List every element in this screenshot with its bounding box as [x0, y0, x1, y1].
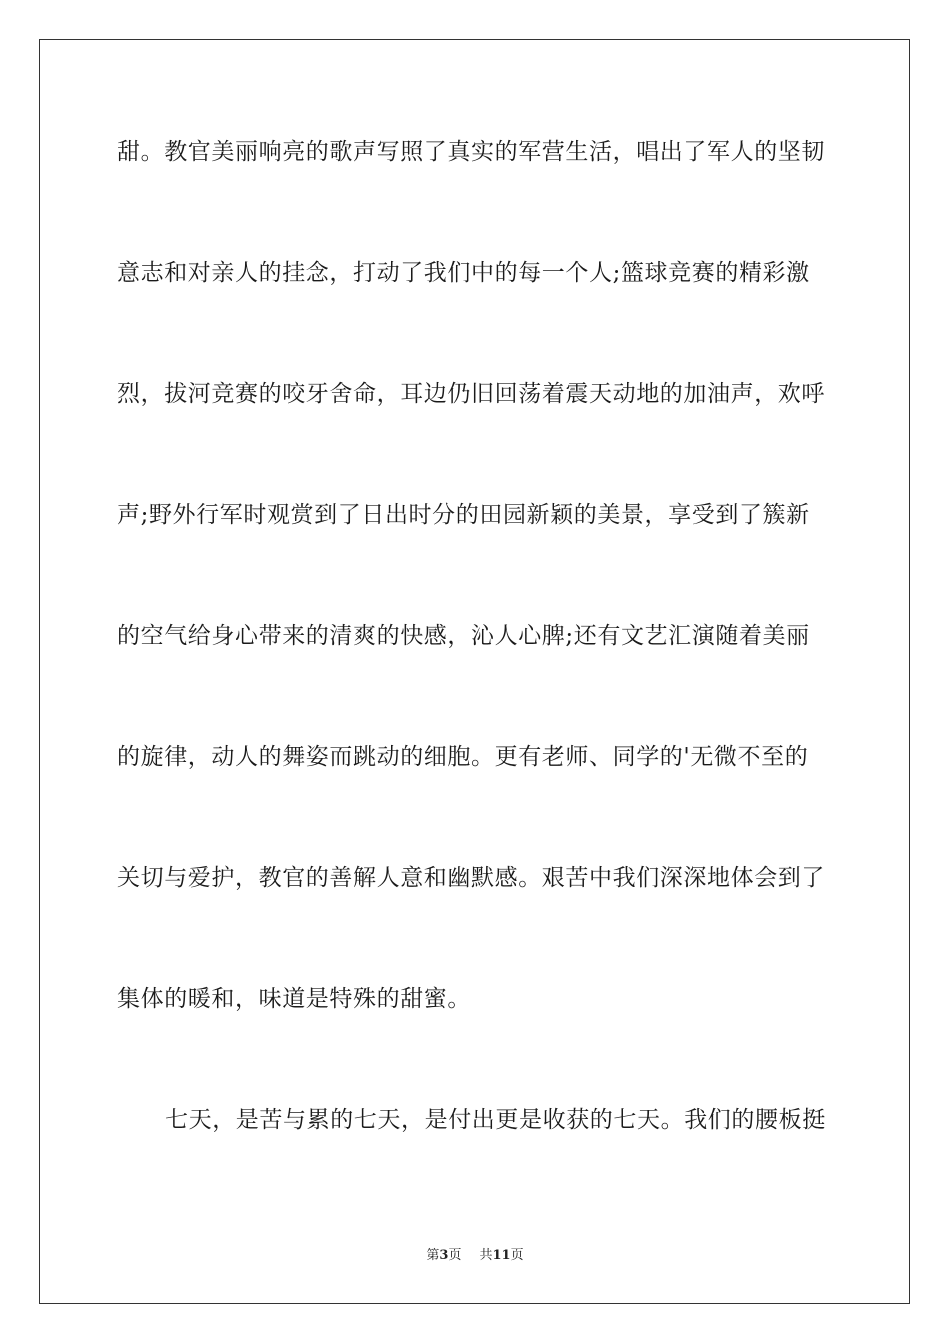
- page-suffix: 页: [448, 1248, 462, 1263]
- body-line-9-paragraph-start: 七天，是苦与累的七天，是付出更是收获的七天。我们的腰板挺: [165, 1107, 826, 1133]
- body-line-8: 集体的暖和，味道是特殊的甜蜜。: [117, 986, 471, 1012]
- body-line-3: 烈，拔河竞赛的咬牙舍命，耳边仍旧回荡着震天动地的加油声，欢呼: [117, 381, 825, 407]
- body-line-2: 意志和对亲人的挂念，打动了我们中的每一个人;篮球竞赛的精彩激: [117, 260, 810, 286]
- body-line-1: 甜。教官美丽响亮的歌声写照了真实的军营生活，唱出了军人的坚韧: [117, 139, 825, 165]
- body-line-7: 关切与爱护，教官的善解人意和幽默感。艰苦中我们深深地体会到了: [117, 865, 825, 891]
- total-prefix: 共: [479, 1248, 493, 1263]
- page-number: 3: [439, 1248, 449, 1263]
- page-footer: [0, 1247, 950, 1265]
- total-pages: 11: [492, 1248, 511, 1263]
- body-line-5: 的空气给身心带来的清爽的快感，沁人心脾;还有文艺汇演随着美丽: [117, 623, 810, 649]
- total-suffix: 页: [510, 1248, 524, 1263]
- body-line-6: 的旋律，动人的舞姿而跳动的细胞。更有老师、同学的'无微不至的: [117, 744, 809, 770]
- page-prefix: 第: [426, 1248, 440, 1263]
- body-line-4: 声;野外行军时观赏到了日出时分的田园新颖的美景，享受到了簇新: [117, 502, 810, 528]
